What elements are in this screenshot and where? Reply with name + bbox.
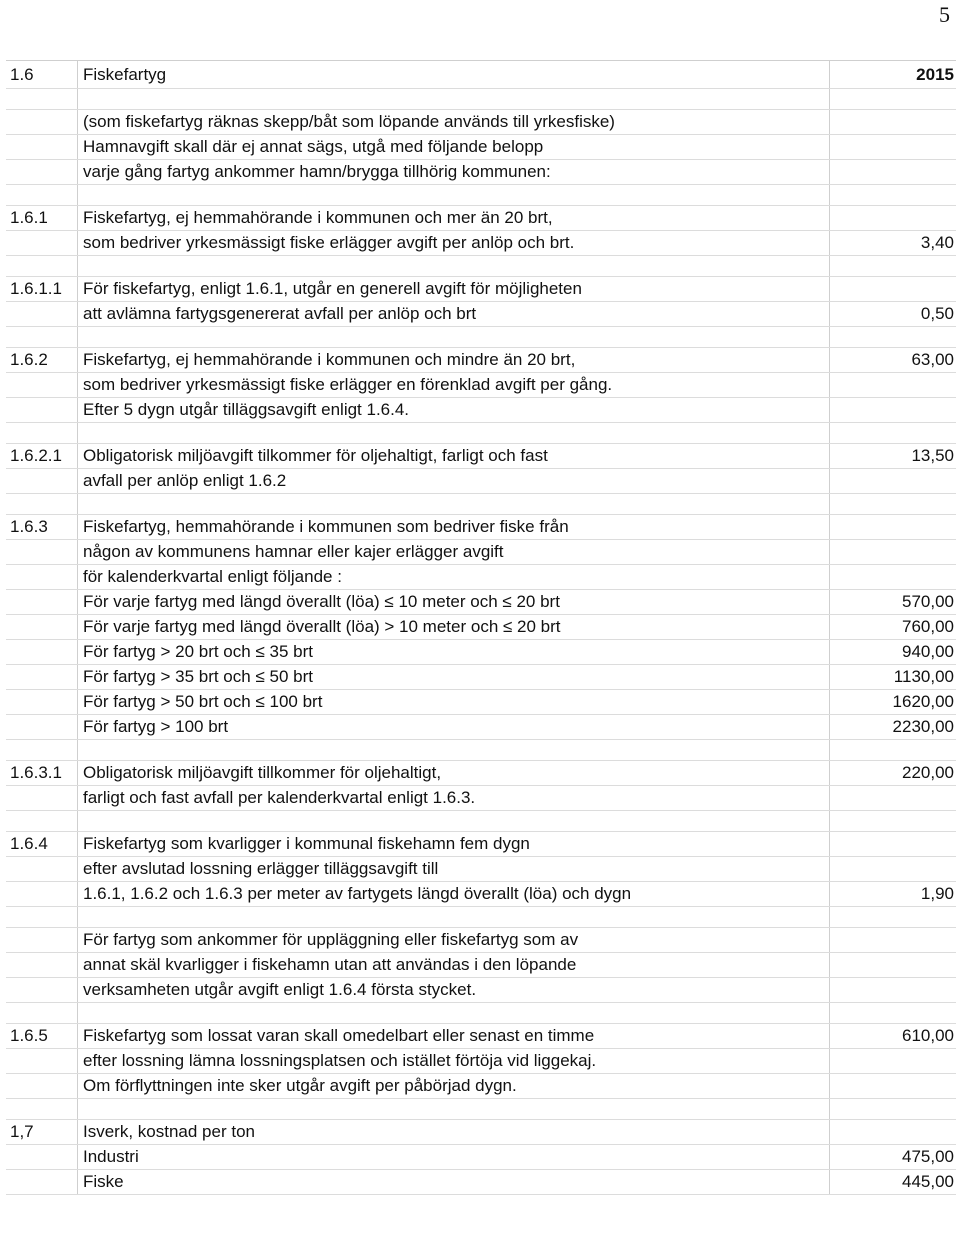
section-code: [6, 373, 78, 397]
description-cell: [78, 1003, 830, 1023]
section-code: [6, 423, 78, 443]
amount-cell: 445,00: [902, 1172, 954, 1191]
section-code: [6, 256, 78, 276]
section-code: 1.6.3: [6, 515, 78, 539]
section-code: [6, 185, 78, 205]
description-cell: verksamheten utgår avgift enligt 1.6.4 första stycket.: [78, 978, 830, 1002]
table-row: [6, 160, 956, 185]
section-code: [6, 160, 78, 184]
table-row: [6, 1145, 956, 1170]
section-code: [6, 665, 78, 689]
description-cell: (som fiskefartyg räknas skepp/båt som löpande används till yrkesfiske): [78, 110, 830, 134]
blank-row: [6, 1099, 956, 1120]
description-cell: För varje fartyg med längd överallt (löa) ≤ 10 meter och ≤ 20 brt: [78, 590, 830, 614]
table-row: [6, 690, 956, 715]
amount-cell: [830, 565, 956, 589]
blank-row: [6, 256, 956, 277]
table-row: [6, 953, 956, 978]
table-row: [6, 398, 956, 423]
amount-cell: 0,50: [920, 304, 954, 323]
description-cell: Om förflyttningen inte sker utgår avgift per påbörjad dygn.: [78, 1074, 830, 1098]
blank-row: [6, 494, 956, 515]
description-cell: [78, 423, 830, 443]
table-row: [6, 857, 956, 882]
amount-cell: [830, 277, 956, 301]
amount-cell: [830, 135, 956, 159]
description-cell: För fartyg > 100 brt: [78, 715, 830, 739]
amount-cell: 3,40: [920, 233, 954, 252]
amount-cell: [830, 515, 956, 539]
description-cell: [78, 811, 830, 831]
table-row: [6, 590, 956, 615]
description-cell: Fiskefartyg som lossat varan skall omedelbart eller senast en timme: [78, 1024, 830, 1048]
amount-cell: [830, 1120, 956, 1144]
description-cell: För fartyg som ankommer för uppläggning eller fiskefartyg som av: [78, 928, 830, 952]
blank-row: [6, 907, 956, 928]
section-code: 1.6.3.1: [6, 761, 78, 785]
section-code: [6, 540, 78, 564]
description-cell: farligt och fast avfall per kalenderkvartal enligt 1.6.3.: [78, 786, 830, 810]
description-cell: efter avslutad lossning erlägger tilläggsavgift till: [78, 857, 830, 881]
description-cell: Hamnavgift skall där ej annat sägs, utgå med följande belopp: [78, 135, 830, 159]
amount-cell: [830, 206, 956, 230]
table-row: [6, 882, 956, 907]
description-cell: att avlämna fartygsgenererat avfall per anlöp och brt: [78, 302, 830, 326]
section-code: 1.6.1: [6, 206, 78, 230]
section-code: [6, 715, 78, 739]
table-row: [6, 928, 956, 953]
table-row: [6, 1024, 956, 1049]
amount-cell: 1,90: [920, 884, 954, 903]
description-cell: För fartyg > 50 brt och ≤ 100 brt: [78, 690, 830, 714]
table-row: [6, 373, 956, 398]
section-code: [6, 398, 78, 422]
table-row: [6, 61, 956, 89]
amount-cell: [830, 1099, 956, 1119]
amount-cell: [830, 494, 956, 514]
section-code: 1.6.1.1: [6, 277, 78, 301]
description-cell: Fiske: [78, 1170, 830, 1194]
table-row: [6, 715, 956, 740]
description-cell: varje gång fartyg ankommer hamn/brygga tillhörig kommunen:: [78, 160, 830, 184]
description-cell: [78, 89, 830, 109]
description-cell: [78, 327, 830, 347]
blank-row: [6, 185, 956, 206]
description-cell: som bedriver yrkesmässigt fiske erlägger avgift per anlöp och brt.: [78, 231, 830, 255]
blank-row: [6, 423, 956, 444]
table-row: [6, 444, 956, 469]
amount-cell: [830, 1049, 956, 1073]
table-row: [6, 565, 956, 590]
section-code: [6, 740, 78, 760]
amount-cell: [830, 1074, 956, 1098]
amount-cell: [830, 185, 956, 205]
section-code: [6, 978, 78, 1002]
description-cell: Fiskefartyg: [78, 61, 830, 88]
description-cell: Industri: [78, 1145, 830, 1169]
amount-cell: [830, 1003, 956, 1023]
section-code: [6, 907, 78, 927]
amount-cell: [830, 89, 956, 109]
description-cell: Obligatorisk miljöavgift tilkommer för oljehaltigt, farligt och fast: [78, 444, 830, 468]
section-code: [6, 494, 78, 514]
section-code: [6, 231, 78, 255]
section-code: [6, 1049, 78, 1073]
amount-cell: 220,00: [902, 763, 954, 782]
description-cell: Isverk, kostnad per ton: [78, 1120, 830, 1144]
table-row: [6, 515, 956, 540]
section-code: [6, 469, 78, 493]
description-cell: [78, 740, 830, 760]
amount-cell: [830, 953, 956, 977]
amount-cell: [830, 423, 956, 443]
description-cell: annat skäl kvarligger i fiskehamn utan att användas i den löpande: [78, 953, 830, 977]
table-row: [6, 540, 956, 565]
amount-cell: [830, 928, 956, 952]
description-cell: [78, 494, 830, 514]
description-cell: Efter 5 dygn utgår tilläggsavgift enligt 1.6.4.: [78, 398, 830, 422]
section-code: [6, 302, 78, 326]
blank-row: [6, 89, 956, 110]
section-code: 1.6.2: [6, 348, 78, 372]
table-row: [6, 832, 956, 857]
section-code: 1.6.2.1: [6, 444, 78, 468]
fee-table: [6, 60, 956, 1195]
description-cell: Fiskefartyg, ej hemmahörande i kommunen och mer än 20 brt,: [78, 206, 830, 230]
description-cell: för kalenderkvartal enligt följande :: [78, 565, 830, 589]
description-cell: 1.6.1, 1.6.2 och 1.6.3 per meter av fartygets längd överallt (löa) och dygn: [78, 882, 830, 906]
section-code: [6, 1003, 78, 1023]
description-cell: [78, 256, 830, 276]
table-row: [6, 277, 956, 302]
table-row: [6, 640, 956, 665]
description-cell: Fiskefartyg, ej hemmahörande i kommunen och mindre än 20 brt,: [78, 348, 830, 372]
section-code: [6, 565, 78, 589]
table-row: [6, 786, 956, 811]
amount-cell: 760,00: [902, 617, 954, 636]
description-cell: För fartyg > 35 brt och ≤ 50 brt: [78, 665, 830, 689]
section-code: [6, 953, 78, 977]
section-code: [6, 89, 78, 109]
table-row: [6, 978, 956, 1003]
table-row: [6, 665, 956, 690]
page-number: 5: [939, 2, 950, 27]
table-row: [6, 469, 956, 494]
amount-cell: [830, 786, 956, 810]
table-row: [6, 1120, 956, 1145]
section-code: [6, 640, 78, 664]
description-cell: någon av kommunens hamnar eller kajer erlägger avgift: [78, 540, 830, 564]
section-code: [6, 786, 78, 810]
amount-cell: [830, 978, 956, 1002]
amount-cell: [830, 327, 956, 347]
table-row: [6, 206, 956, 231]
table-row: [6, 231, 956, 256]
amount-cell: 940,00: [902, 642, 954, 661]
amount-cell: 570,00: [902, 592, 954, 611]
blank-row: [6, 1003, 956, 1024]
description-cell: För fiskefartyg, enligt 1.6.1, utgår en generell avgift för möjligheten: [78, 277, 830, 301]
amount-cell: 2015: [916, 65, 954, 84]
section-code: [6, 1099, 78, 1119]
description-cell: avfall per anlöp enligt 1.6.2: [78, 469, 830, 493]
table-row: [6, 1170, 956, 1195]
description-cell: Obligatorisk miljöavgift tillkommer för oljehaltigt,: [78, 761, 830, 785]
section-code: [6, 615, 78, 639]
description-cell: [78, 907, 830, 927]
blank-row: [6, 327, 956, 348]
amount-cell: 13,50: [911, 446, 954, 465]
section-code: [6, 811, 78, 831]
amount-cell: [830, 857, 956, 881]
section-code: [6, 327, 78, 347]
section-code: 1,7: [6, 1120, 78, 1144]
description-cell: [78, 185, 830, 205]
amount-cell: 475,00: [902, 1147, 954, 1166]
amount-cell: 610,00: [902, 1026, 954, 1045]
amount-cell: [830, 540, 956, 564]
section-code: [6, 882, 78, 906]
section-code: [6, 590, 78, 614]
amount-cell: [830, 740, 956, 760]
description-cell: För varje fartyg med längd överallt (löa) > 10 meter och ≤ 20 brt: [78, 615, 830, 639]
table-row: [6, 135, 956, 160]
section-code: [6, 928, 78, 952]
description-cell: som bedriver yrkesmässigt fiske erlägger en förenklad avgift per gång.: [78, 373, 830, 397]
description-cell: För fartyg > 20 brt och ≤ 35 brt: [78, 640, 830, 664]
description-cell: Fiskefartyg, hemmahörande i kommunen som bedriver fiske från: [78, 515, 830, 539]
section-code: 1.6.4: [6, 832, 78, 856]
amount-cell: [830, 832, 956, 856]
amount-cell: 2230,00: [892, 717, 954, 736]
table-row: [6, 302, 956, 327]
description-cell: Fiskefartyg som kvarligger i kommunal fiskehamn fem dygn: [78, 832, 830, 856]
table-row: [6, 761, 956, 786]
table-row: [6, 1049, 956, 1074]
section-code: 1.6.5: [6, 1024, 78, 1048]
blank-row: [6, 811, 956, 832]
table-row: [6, 1074, 956, 1099]
amount-cell: 1130,00: [893, 667, 954, 686]
amount-cell: [830, 469, 956, 493]
amount-cell: 1620,00: [892, 692, 954, 711]
amount-cell: [830, 110, 956, 134]
description-cell: [78, 1099, 830, 1119]
description-cell: efter lossning lämna lossningsplatsen och istället förtöja vid liggekaj.: [78, 1049, 830, 1073]
amount-cell: [830, 256, 956, 276]
section-code: [6, 135, 78, 159]
section-code: [6, 1170, 78, 1194]
amount-cell: [830, 373, 956, 397]
amount-cell: [830, 398, 956, 422]
table-row: [6, 348, 956, 373]
section-code: 1.6: [6, 61, 78, 88]
table-row: [6, 110, 956, 135]
blank-row: [6, 740, 956, 761]
section-code: [6, 690, 78, 714]
section-code: [6, 1074, 78, 1098]
amount-cell: [830, 811, 956, 831]
amount-cell: [830, 160, 956, 184]
section-code: [6, 857, 78, 881]
amount-cell: [830, 907, 956, 927]
section-code: [6, 110, 78, 134]
section-code: [6, 1145, 78, 1169]
amount-cell: 63,00: [911, 350, 954, 369]
table-row: [6, 615, 956, 640]
